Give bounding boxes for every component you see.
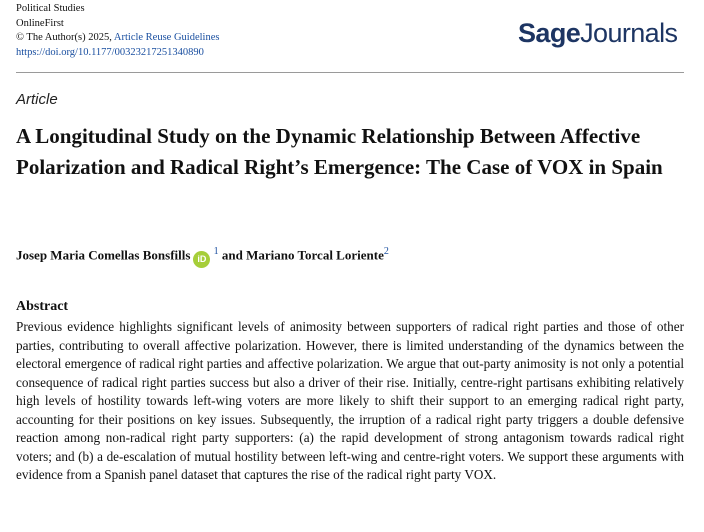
author-line — [16, 246, 389, 268]
header-divider — [16, 72, 684, 73]
doi-link[interactable]: https://doi.org/10.1177/00323217251340890 — [16, 46, 204, 58]
logo-bold-text: Sage — [518, 18, 581, 48]
orcid-icon[interactable]: iD — [193, 251, 210, 268]
author-affiliation-2[interactable]: 2 — [383, 246, 389, 257]
sage-journals-logo[interactable] — [518, 18, 677, 49]
journal-meta — [16, 2, 219, 60]
copyright-text: © The Author(s) 2025, — [16, 32, 114, 43]
author-name-1[interactable]: Josep Maria Comellas Bonsfills — [16, 247, 191, 263]
abstract-text: Previous evidence highlights significant levels of animosity between supporters of radical right parties and those of other parties, contributing to overall affective polarization. However, there is limited understanding of the dynamics between the electoral emergence of radical right parties and affective polarization. We argue that out-party animosity is not only a potential consequence of radical right parties success but also a driver of their rise. Initially, centre-right partisans exhibiting relatively high levels of hostility towards left-wing voters are more likely to shift their support to an emerging radical right party, accounting for their positions on key issues. Subsequently, the irruption of a radical right party triggers a double defensive reaction among non-radical right party supporters: (a) the rapid development of strong antagonism towards radical right voters; and (b) a de-escalation of mutual hostility between left-wing and centre-right voters. We support these arguments with evidence from a Spanish panel dataset that captures the rise of the radical right party VOX. — [16, 319, 684, 482]
abstract-heading: Abstract — [16, 299, 69, 314]
reuse-guidelines-link[interactable]: Article Reuse Guidelines — [113, 32, 220, 43]
author-joiner: and — [221, 247, 243, 263]
journal-name: Political Studies — [16, 3, 85, 14]
article-type-label: Article — [16, 91, 58, 108]
author-affiliation-1[interactable]: 1 — [213, 246, 219, 257]
article-title: A Longitudinal Study on the Dynamic Relationship Between Affective Polarization and Radical Right’s Emergence: The Case of VOX in Spain — [16, 124, 663, 179]
issue-status: OnlineFirst — [16, 17, 64, 29]
author-name-2[interactable]: Mariano Torcal Loriente — [246, 247, 384, 263]
copyright-line — [16, 31, 219, 46]
logo-light-text: Journals — [580, 18, 678, 48]
